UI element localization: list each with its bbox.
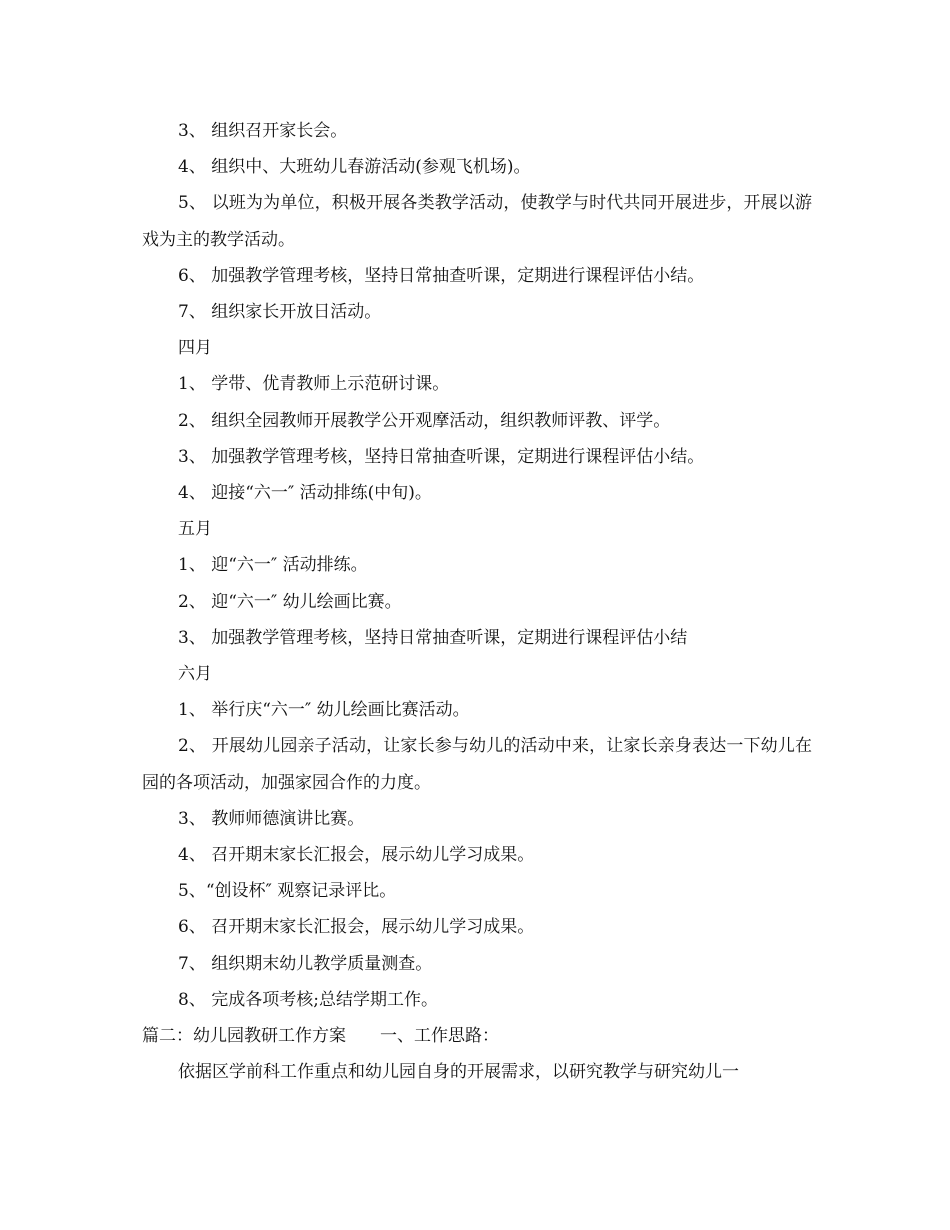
paragraph: 7、 组织家长开放日活动。 [178, 302, 382, 323]
paragraph: 3、 加强教学管理考核，坚持日常抽查听课，定期进行课程评估小结 [178, 627, 688, 648]
document-body [142, 113, 812, 1090]
paragraph: 4、 组织中、大班幼儿春游活动(参观飞机场)。 [178, 157, 531, 178]
paragraph: 4、 迎接“六一″ 活动排练(中旬)。 [178, 483, 432, 504]
section-heading-april: 四月 [178, 338, 212, 359]
paragraph: 1、 学带、优青教师上示范研讨课。 [178, 374, 450, 395]
paragraph: 3、 组织召开家长会。 [178, 121, 348, 141]
paragraph: 3、 加强教学管理考核，坚持日常抽查听课，定期进行课程评估小结。 [178, 446, 705, 467]
paragraph: 6、 召开期末家长汇报会，展示幼儿学习成果。 [178, 917, 535, 938]
paragraph: 2、 开展幼儿园亲子活动，让家长参与幼儿的活动中来，让家长亲身表达一下幼儿在园的各项活动，加强家园合作的力度。 [142, 736, 812, 793]
paragraph: 2、 迎“六一″ 幼儿绘画比赛。 [178, 591, 402, 612]
paragraph: 5、 以班为为单位，积极开展各类教学活动，使教学与时代共同开展进步，开展以游戏为主的教学活动。 [142, 193, 812, 250]
paragraph: 3、 教师师德演讲比赛。 [178, 808, 365, 829]
paragraph: 1、 举行庆“六一″ 幼儿绘画比赛活动。 [178, 700, 470, 721]
paragraph: 依据区学前科工作重点和幼儿园自身的开展需求，以研究教学与研究幼儿一 [178, 1062, 739, 1083]
paragraph: 7、 组织期末幼儿教学质量测查。 [178, 953, 433, 974]
section-heading-may: 五月 [178, 519, 212, 540]
paragraph: 4、 召开期末家长汇报会，展示幼儿学习成果。 [178, 845, 535, 866]
paragraph: 1、 迎“六一″ 活动排练。 [178, 555, 368, 576]
section-heading-june: 六月 [178, 664, 212, 685]
paragraph: 5、“创设杯″ 观察记录评比。 [178, 881, 397, 902]
paragraph: 8、 完成各项考核;总结学期工作。 [178, 989, 438, 1010]
paragraph: 6、 加强教学管理考核，坚持日常抽查听课，定期进行课程评估小结。 [178, 265, 705, 286]
paragraph: 2、 组织全园教师开展教学公开观摩活动，组织教师评教、评学。 [178, 410, 671, 431]
article-heading: 篇二：幼儿园教研工作方案 一、工作思路： [142, 1026, 499, 1047]
